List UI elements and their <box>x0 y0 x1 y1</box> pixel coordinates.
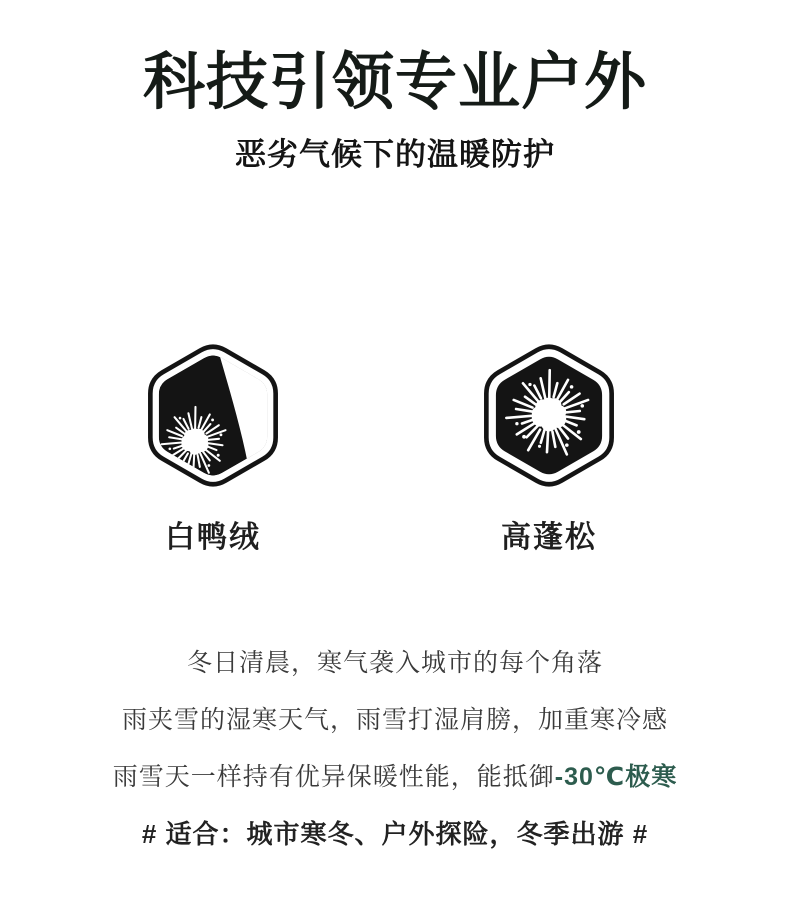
feature-label: 白鸭绒 <box>165 519 261 557</box>
high-loft-icon <box>479 338 619 493</box>
hashtag-line: # 适合：城市寒冬、户外探险，冬季出游 # <box>0 806 790 863</box>
page-subtitle: 恶劣气候下的温暖防护 <box>0 136 790 174</box>
copy-line-text: 雨雪天一样持有优异保暖性能，能抵御 <box>113 763 555 791</box>
feature-label: 高蓬松 <box>501 519 597 557</box>
feature-row <box>0 338 790 557</box>
page-title: 科技引领专业户外 <box>0 46 790 120</box>
product-detail-panel <box>0 46 790 924</box>
copy-line: 雨夹雪的湿寒天气，雨雪打湿肩膀，加重寒冷感 <box>0 692 790 749</box>
white-duck-down-icon <box>143 338 283 493</box>
feature-duck-down <box>95 338 331 557</box>
marketing-copy <box>0 635 790 863</box>
temperature-highlight: -30℃极寒 <box>555 763 677 791</box>
copy-line: 冬日清晨，寒气袭入城市的每个角落 <box>0 635 790 692</box>
feature-high-loft <box>431 338 667 557</box>
copy-line <box>0 749 790 806</box>
